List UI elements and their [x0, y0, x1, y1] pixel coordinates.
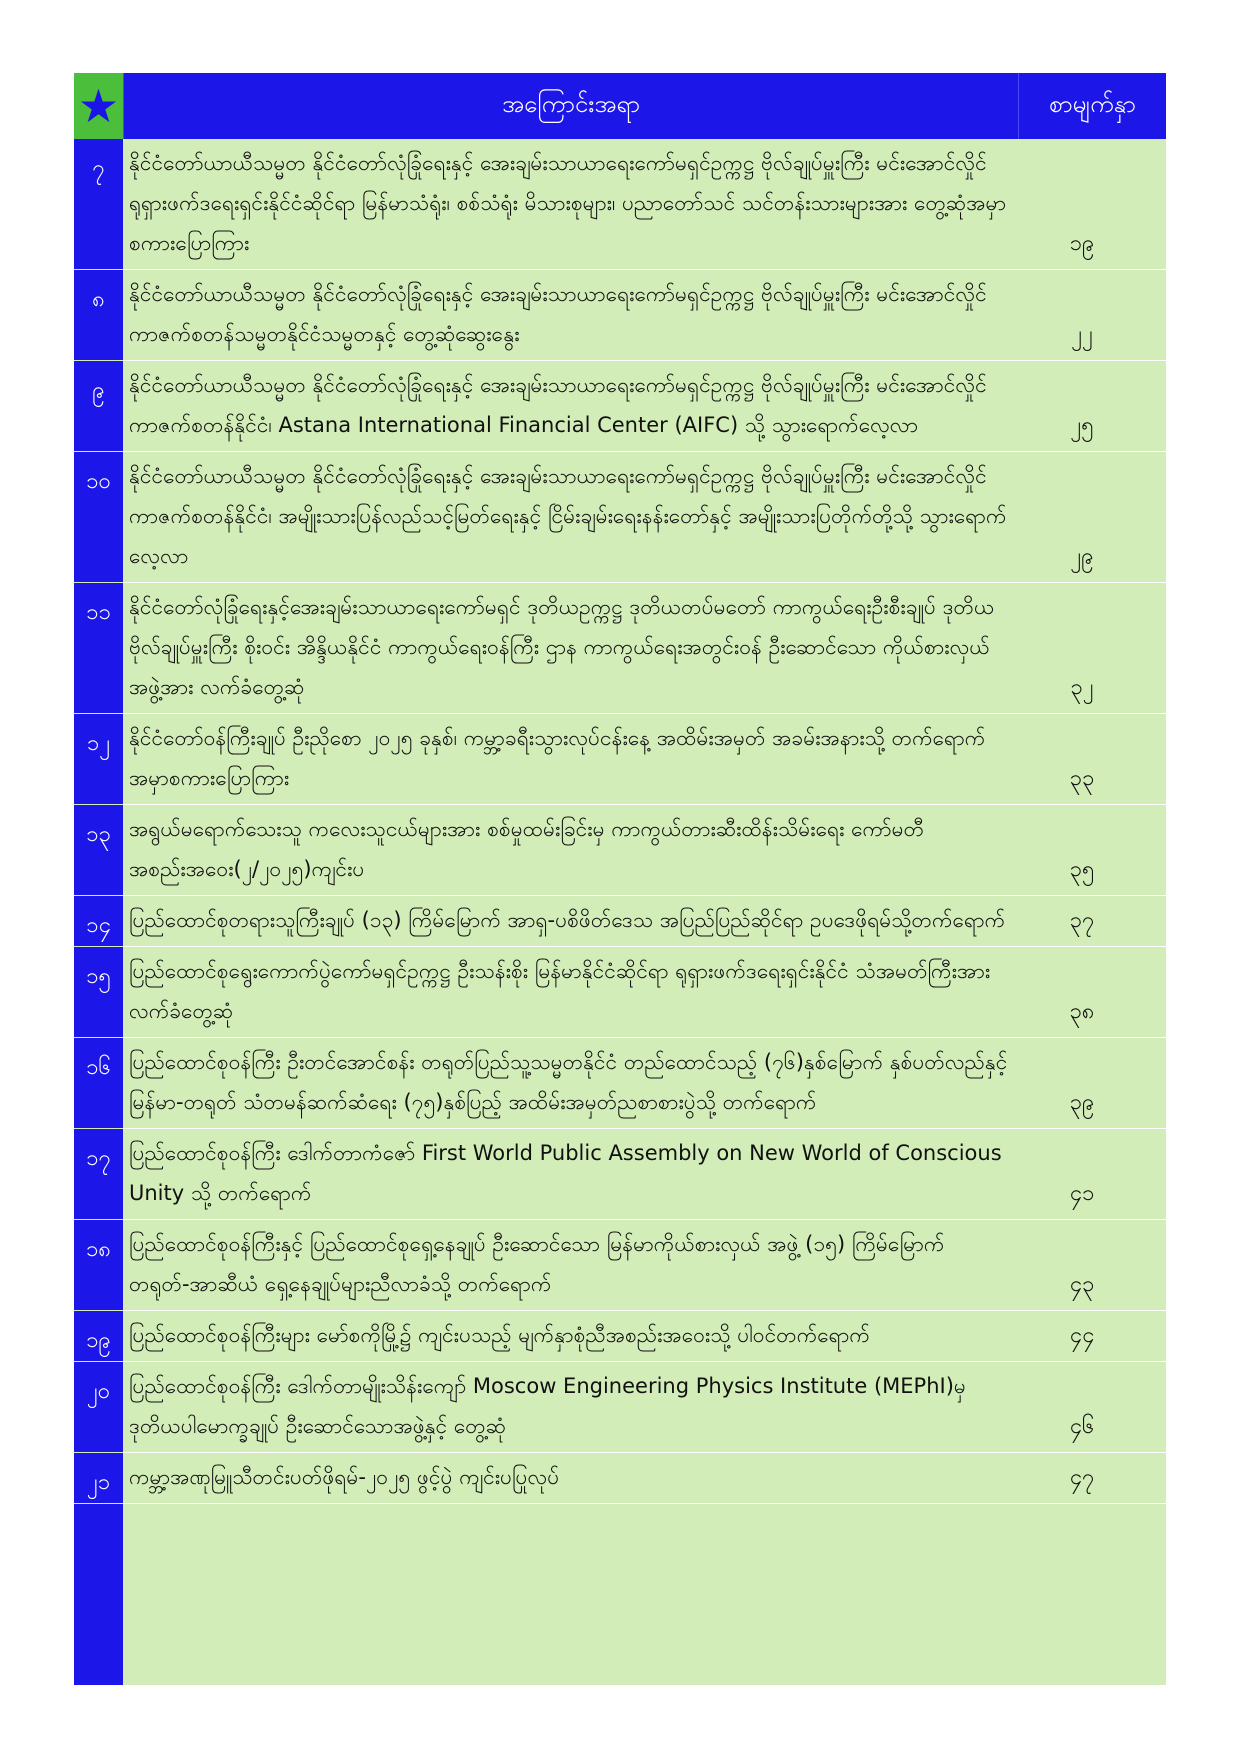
- entry-title: ကမ္ဘာ့အဏုမြူသီတင်းပတ်ဖိုရမ်-၂၀၂၅ ဖွင့်ပွဲ ကျင်းပပြုလုပ်: [123, 1453, 1018, 1504]
- entry-title: ပြည်ထောင်စုဝန်ကြီးများ မော်စကိုမြို့၌ ကျင်းပသည့် မျက်နှာစုံညီအစည်းအဝေးသို့ ပါဝင်တက်ရောက်: [123, 1311, 1018, 1362]
- entry-number: ၁၈: [74, 1220, 123, 1311]
- entry-number: ၂၁: [74, 1453, 123, 1504]
- entry-title: နိုင်ငံတော်ယာယီသမ္မတ နိုင်ငံတော်လုံခြုံရေးနှင့် အေးချမ်းသာယာရေးကော်မရှင်ဥက္ကဋ္ဌ ဗိုလ်ချုပ်မှူးကြီး မင်းအောင်လှိုင် ကာဇက်စတန်သမ္မတနိုင်ငံသမ္မတနှင့် တွေ့ဆုံဆွေးနွေး: [123, 270, 1018, 361]
- entry-page-number: ၄၁: [1018, 1129, 1166, 1220]
- entry-page-number: ၃၉: [1018, 1038, 1166, 1129]
- entry-title: ပြည်ထောင်စုတရားသူကြီးချုပ် (၁၃) ကြိမ်မြောက် အာရှ-ပစိဖိတ်ဒေသ အပြည်ပြည်ဆိုင်ရာ ဥပဒေဖိုရမ်သို့တက်ရောက်: [123, 896, 1018, 947]
- entry-number: ၇: [74, 139, 123, 270]
- entry-title: နိုင်ငံတော်ဝန်ကြီးချုပ် ဦးညိုစော ၂၀၂၅ ခုနှစ်၊ ကမ္ဘာ့ခရီးသွားလုပ်ငန်းနေ့ အထိမ်းအမှတ် အခမ်းအနားသို့ တက်ရောက်အမှာစကားပြောကြား: [123, 714, 1018, 805]
- entry-page-number: ၃၅: [1018, 805, 1166, 896]
- entry-number: ၂၀: [74, 1362, 123, 1453]
- header-page-label: စာမျက်နှာ: [1018, 73, 1166, 139]
- entry-number: ၁၆: [74, 1038, 123, 1129]
- number-column-filler: [74, 1504, 123, 1685]
- entry-number: ၁၉: [74, 1311, 123, 1362]
- entry-page-number: ၁၉: [1018, 139, 1166, 270]
- entry-title: ပြည်ထောင်စုရွေးကောက်ပွဲကော်မရှင်ဥက္ကဋ္ဌ ဦးသန်းစိုး မြန်မာနိုင်ငံဆိုင်ရာ ရုရှားဖက်ဒရေးရှင်းနိုင်ငံ သံအမတ်ကြီးအား လက်ခံတွေ့ဆုံ: [123, 947, 1018, 1038]
- header-title: အကြောင်းအရာ: [123, 73, 1018, 139]
- entry-number: ၁၇: [74, 1129, 123, 1220]
- entry-title: ပြည်ထောင်စုဝန်ကြီးနှင့် ပြည်ထောင်စုရှေ့နေချုပ် ဦးဆောင်သော မြန်မာကိုယ်စားလှယ် အဖွဲ့ (၁၅) ကြိမ်မြောက် တရုတ်-အာဆီယံ ရှေ့နေချုပ်များညီလာခံသို့ တက်ရောက်: [123, 1220, 1018, 1311]
- entry-title: နိုင်ငံတော်ယာယီသမ္မတ နိုင်ငံတော်လုံခြုံရေးနှင့် အေးချမ်းသာယာရေးကော်မရှင်ဥက္ကဋ္ဌ ဗိုလ်ချုပ်မှူးကြီး မင်းအောင်လှိုင် ရုရှားဖက်ဒရေးရှင်းနိုင်ငံဆိုင်ရာ မြန်မာသံရုံး၊ စစ်သံရုံး မိသားစုများ၊ ပညာတော်သင် သင်တန်းသားများအား တွေ့ဆုံအမှာစကားပြောကြား: [123, 139, 1018, 270]
- entry-title: နိုင်ငံတော်ယာယီသမ္မတ နိုင်ငံတော်လုံခြုံရေးနှင့် အေးချမ်းသာယာရေးကော်မရှင်ဥက္ကဋ္ဌ ဗိုလ်ချုပ်မှူးကြီး မင်းအောင်လှိုင် ကာဇက်စတန်နိုင်ငံ၊ အမျိုးသားပြန်လည်သင့်မြတ်ရေးနှင့် ငြိမ်းချမ်းရေးနန်းတော်နှင့် အမျိုးသားပြတိုက်တို့သို့ သွားရောက်လေ့လာ: [123, 452, 1018, 583]
- entry-number: ၁၄: [74, 896, 123, 947]
- entry-number: ၈: [74, 270, 123, 361]
- entry-page-number: ၃၃: [1018, 714, 1166, 805]
- star-icon: ★: [77, 79, 120, 133]
- entry-page-number: ၄၆: [1018, 1362, 1166, 1453]
- entry-number: ၁၀: [74, 452, 123, 583]
- entry-page-number: ၂၂: [1018, 270, 1166, 361]
- entry-title: နိုင်ငံတော်လုံခြုံရေးနှင့်အေးချမ်းသာယာရေးကော်မရှင် ဒုတိယဥက္ကဋ္ဌ ဒုတိယတပ်မတော် ကာကွယ်ရေးဦးစီးချုပ် ဒုတိယဗိုလ်ချုပ်မှူးကြီး စိုးဝင်း အိန္ဒိယနိုင်ငံ ကာကွယ်ရေးဝန်ကြီး ဌာန ကာကွယ်ရေးအတွင်းဝန် ဦးဆောင်သော ကိုယ်စားလှယ်အဖွဲ့အား လက်ခံတွေ့ဆုံ: [123, 583, 1018, 714]
- header-star-cell: [74, 73, 123, 139]
- entry-title: ပြည်ထောင်စုဝန်ကြီး ဒေါက်တာမျိုးသိန်းကျော် Moscow Engineering Physics Institute (MEPhI)မှ ဒုတိယပါမောက္ခချုပ် ဦးဆောင်သောအဖွဲ့နှင့် တွေ့ဆုံ: [123, 1362, 1018, 1453]
- entry-title: ပြည်ထောင်စုဝန်ကြီး ဦးတင်အောင်စန်း တရုတ်ပြည်သူ့သမ္မတနိုင်ငံ တည်ထောင်သည့် (၇၆)နှစ်မြောက် နှစ်ပတ်လည်နှင့် မြန်မာ-တရုတ် သံတမန်ဆက်ဆံရေး (၇၅)နှစ်ပြည့် အထိမ်းအမှတ်ညစာစားပွဲသို့ တက်ရောက်: [123, 1038, 1018, 1129]
- entry-page-number: ၄၄: [1018, 1311, 1166, 1362]
- entry-title: အရွယ်မရောက်သေးသူ ကလေးသူငယ်များအား စစ်မှုထမ်းခြင်းမှ ကာကွယ်တားဆီးထိန်းသိမ်းရေး ကော်မတီအစည်းအဝေး(၂/၂၀၂၅)ကျင်းပ: [123, 805, 1018, 896]
- entry-number: ၁၁: [74, 583, 123, 714]
- entry-page-number: ၂၉: [1018, 452, 1166, 583]
- entry-number: ၁၅: [74, 947, 123, 1038]
- entry-number: ၁၃: [74, 805, 123, 896]
- table-filler: [123, 1504, 1166, 1685]
- entry-page-number: ၂၅: [1018, 361, 1166, 452]
- entry-page-number: ၃၈: [1018, 947, 1166, 1038]
- entry-page-number: ၃၂: [1018, 583, 1166, 714]
- entry-title: နိုင်ငံတော်ယာယီသမ္မတ နိုင်ငံတော်လုံခြုံရေးနှင့် အေးချမ်းသာယာရေးကော်မရှင်ဥက္ကဋ္ဌ ဗိုလ်ချုပ်မှူးကြီး မင်းအောင်လှိုင် ကာဇက်စတန်နိုင်ငံ၊ Astana International Financial Center (AIFC) သို့ သွားရောက်လေ့လာ: [123, 361, 1018, 452]
- entry-number: ၁၂: [74, 714, 123, 805]
- table-of-contents: [74, 73, 1166, 1685]
- entry-number: ၉: [74, 361, 123, 452]
- entry-page-number: ၃၇: [1018, 896, 1166, 947]
- entry-page-number: ၄၇: [1018, 1453, 1166, 1504]
- entry-title: ပြည်ထောင်စုဝန်ကြီး ဒေါက်တာကံဇော် First World Public Assembly on New World of Conscious Unity သို့ တက်ရောက်: [123, 1129, 1018, 1220]
- entry-page-number: ၄၃: [1018, 1220, 1166, 1311]
